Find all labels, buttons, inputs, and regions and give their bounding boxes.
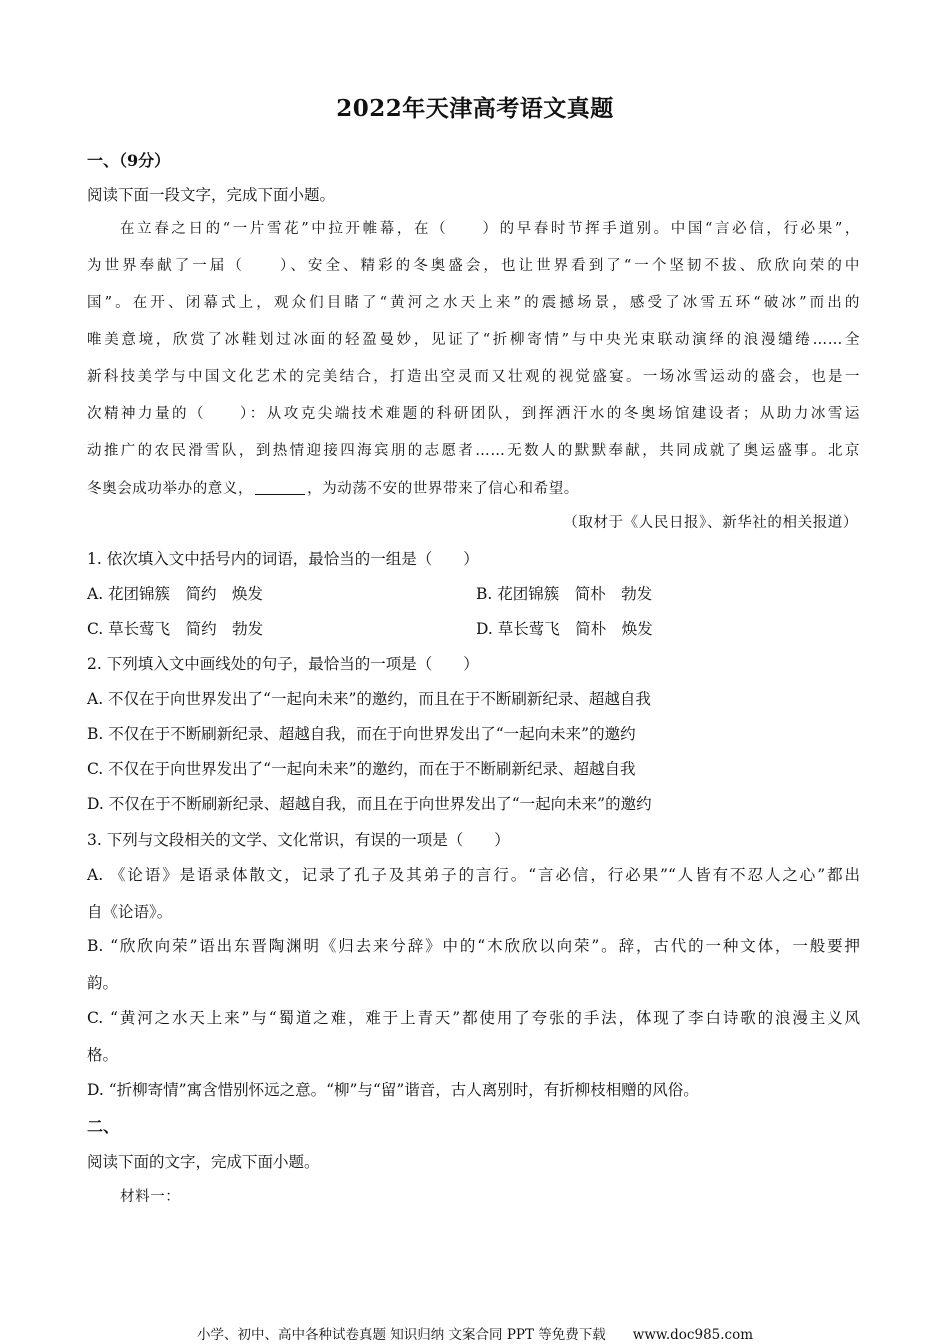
section1-instruction: 阅读下面一段文字，完成下面小题。 <box>87 186 336 204</box>
question-3-option-b-cont: 韵。 <box>87 974 119 992</box>
passage-line: 为世界奉献了一届（ ）、安全、精彩的冬奥盛会，也让世界看到了“一个坚韧不拔、欣欣向荣的中 <box>87 258 860 274</box>
question-1-option-b: B. 花团锦簇 简朴 勃发 <box>476 585 653 603</box>
passage-line: 国”。在开、闭幕式上，观众们目睹了“黄河之水天上来”的震撼场景，感受了冰雪五环“破冰”而出的 <box>87 295 860 311</box>
passage-text-before-blank: 冬奥会成功举办的意义， <box>87 481 254 497</box>
question-1-option-a: A. 花团锦簇 简约 焕发 <box>87 585 264 603</box>
passage-line: 唯美意境，欣赏了冰鞋划过冰面的轻盈曼妙，见证了“折柳寄情”与中央光束联动演绎的浪漫缱绻……全 <box>87 332 860 348</box>
source-citation: （取材于《人民日报》、新华社的相关报道） <box>563 515 858 531</box>
section2-instruction: 阅读下面的文字，完成下面小题。 <box>87 1153 320 1171</box>
question-3-option-a-cont: 自《论语》。 <box>87 903 173 921</box>
question-3-option-c: C. “黄河之水天上来”与“蜀道之难，难于上青天”都使用了夸张的手法，体现了李白诗歌的浪漫主义风 <box>87 1009 860 1027</box>
passage-text-after-blank: ，为动荡不安的世界带来了信心和希望。 <box>307 481 579 497</box>
passage-line: 在立春之日的“一片雪花”中拉开帷幕，在（ ）的早春时节挥手道别。中国“言必信，行必果”， <box>120 221 860 237</box>
question-2-option-d: D. 不仅在于不断刷新纪录、超越自我，而且在于向世界发出了“一起向未来”的邀约 <box>87 795 652 813</box>
question-3-stem: 3. 下列与文段相关的文学、文化常识，有误的一项是（ ） <box>87 831 510 849</box>
question-1-stem: 1. 依次填入文中括号内的词语，最恰当的一组是（ ） <box>87 550 479 568</box>
passage-line: 新科技美学与中国文化艺术的完美结合，打造出空灵而又壮观的视觉盛宴。一场冰雪运动的盛会，也是一 <box>87 369 860 385</box>
question-2-option-c: C. 不仅在于向世界发出了“一起向未来”的邀约，而在于不断刷新纪录、超越自我 <box>87 760 636 778</box>
question-2-option-b: B. 不仅在于不断刷新纪录、超越自我，而在于向世界发出了“一起向未来”的邀约 <box>87 725 636 743</box>
question-1-option-d: D. 草长莺飞 简朴 焕发 <box>476 620 653 638</box>
question-3-option-b: B. “欣欣向荣”语出东晋陶渊明《归去来兮辞》中的“木欣欣以向荣”。辞，古代的一种文体，一般要押 <box>87 937 860 955</box>
question-3-option-a: A. 《论语》是语录体散文，记录了孔子及其弟子的言行。“言必信，行必果”“人皆有不忍人之心”都出 <box>87 866 860 884</box>
passage-line: 动推广的农民滑雪队，到热情迎接四海宾朋的志愿者……无数人的默默奉献，共同成就了奥运盛事。北京 <box>87 443 860 459</box>
underline-blank <box>255 480 305 496</box>
section2-heading: 二、 <box>87 1117 120 1136</box>
question-2-option-a: A. 不仅在于向世界发出了“一起向未来”的邀约，而且在于不断刷新纪录、超越自我 <box>87 690 651 708</box>
question-2-stem: 2. 下列填入文中画线处的句子，最恰当的一项是（ ） <box>87 655 479 673</box>
question-3-option-c-cont: 格。 <box>87 1046 119 1064</box>
passage-last-line <box>87 477 579 498</box>
section1-heading: 一、（9分） <box>87 151 171 170</box>
question-3-option-d: D. “折柳寄情”寓含惜别怀远之意。“柳”与“留”谐音，古人离别时，有折柳枝相赠的风俗。 <box>87 1081 699 1099</box>
material-label: 材料一： <box>120 1189 181 1205</box>
passage-line: 次精神力量的（ ）：从攻克尖端技术难题的科研团队，到挥洒汗水的冬奥场馆建设者；从助力冰雪运 <box>87 406 860 422</box>
question-1-option-c: C. 草长莺飞 简约 勃发 <box>87 620 264 638</box>
footer-note: 小学、初中、高中各种试卷真题 知识归纳 文案合同 PPT 等免费下载 www.doc985.com <box>196 1327 754 1343</box>
page-title: 2022年天津高考语文真题 <box>336 95 614 122</box>
